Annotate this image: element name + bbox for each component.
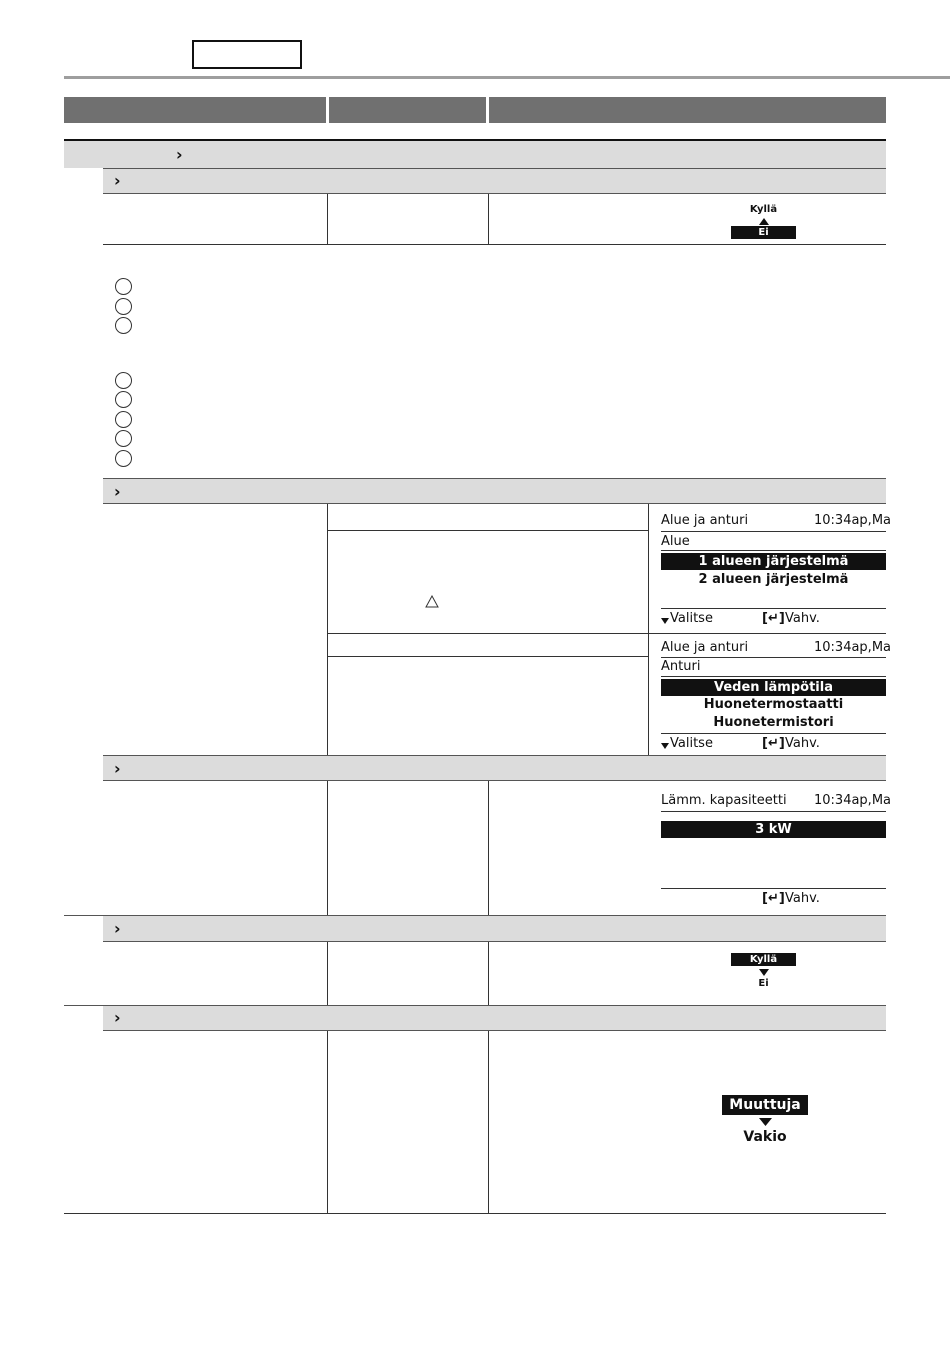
circle-number-icon <box>115 450 132 467</box>
toggle-option-yes[interactable]: Kyllä <box>749 204 778 215</box>
enter-key-icon: [↵] <box>762 736 785 751</box>
column-divider <box>488 1031 489 1213</box>
chevron-right-icon: › <box>114 171 121 190</box>
lcd-divider <box>661 531 886 532</box>
lcd-title: Alue ja anturi <box>661 513 749 528</box>
lcd-divider <box>661 811 886 812</box>
triangle-icon <box>425 595 439 608</box>
row-divider <box>327 633 886 634</box>
enter-key-icon: [↵] <box>762 611 785 626</box>
divider <box>103 941 886 942</box>
chevron-right-icon: › <box>114 482 121 501</box>
lcd-divider <box>661 888 886 889</box>
lcd-divider <box>661 733 886 734</box>
lcd-divider <box>661 550 886 551</box>
lcd-option-selected[interactable]: Veden lämpötila <box>661 679 886 696</box>
lcd-title: Lämm. kapasiteetti <box>661 793 787 808</box>
circle-number-icon <box>115 391 132 408</box>
lcd-divider <box>661 608 886 609</box>
subsection-bar-3 <box>103 756 886 780</box>
lcd-divider <box>661 676 886 677</box>
table-header-cell-2 <box>329 97 486 123</box>
toggle-option-yes-selected[interactable]: Kyllä <box>731 953 796 966</box>
chevron-right-icon: › <box>114 759 121 778</box>
main-section-bar <box>64 141 886 168</box>
down-arrow-icon <box>661 618 669 624</box>
up-arrow-icon <box>759 218 769 225</box>
circle-number-icon <box>115 278 132 295</box>
row-divider <box>103 244 886 245</box>
toggle-option-variable-selected[interactable]: Muuttuja <box>722 1095 808 1115</box>
toggle-option-no[interactable]: Ei <box>758 978 769 989</box>
row-divider <box>327 656 648 657</box>
circle-number-icon <box>115 372 132 389</box>
divider <box>103 1030 886 1031</box>
lcd-subtitle: Anturi <box>661 659 701 674</box>
circle-number-icon <box>115 298 132 315</box>
page-header-rule <box>64 76 950 79</box>
column-divider <box>327 1031 328 1213</box>
divider <box>103 780 886 781</box>
column-divider <box>488 194 489 244</box>
lcd-capacity-value[interactable]: 3 kW <box>661 821 886 838</box>
lcd-option[interactable]: Huonetermistori <box>713 715 834 730</box>
chevron-right-icon: › <box>176 145 183 164</box>
column-divider <box>648 504 649 755</box>
lcd-title: Alue ja anturi <box>661 640 749 655</box>
lcd-time: 10:34ap,Ma <box>814 513 891 528</box>
lcd-footer-select: Valitse <box>670 736 713 751</box>
column-divider <box>488 781 489 915</box>
toggle-option-constant[interactable]: Vakio <box>743 1129 787 1145</box>
lcd-footer-confirm: Vahv. <box>785 891 820 906</box>
chevron-right-icon: › <box>114 919 121 938</box>
column-divider <box>327 942 328 1005</box>
lcd-subtitle: Alue <box>661 534 690 549</box>
subsection-bar-4 <box>103 916 886 941</box>
table-header-cell-3 <box>489 97 886 123</box>
down-arrow-icon <box>759 1118 772 1126</box>
lcd-option[interactable]: 2 alueen järjestelmä <box>698 572 849 587</box>
subsection-bar-2 <box>103 479 886 503</box>
circle-number-icon <box>115 430 132 447</box>
column-divider <box>327 781 328 915</box>
row-divider <box>327 530 648 531</box>
page-header-box <box>192 40 302 69</box>
lcd-option-selected[interactable]: 1 alueen järjestelmä <box>661 553 886 570</box>
subsection-bar-5 <box>103 1006 886 1030</box>
lcd-footer-confirm: Vahv. <box>785 736 820 751</box>
column-divider <box>327 504 328 755</box>
subsection-bar-1 <box>103 169 886 193</box>
circle-number-icon <box>115 317 132 334</box>
chevron-right-icon: › <box>114 1008 121 1027</box>
column-divider <box>488 942 489 1005</box>
lcd-footer-select: Valitse <box>670 611 713 626</box>
down-arrow-icon <box>661 743 669 749</box>
lcd-option[interactable]: Huonetermostaatti <box>703 697 844 712</box>
down-arrow-icon <box>759 969 769 976</box>
divider <box>103 503 886 504</box>
lcd-time: 10:34ap,Ma <box>814 793 891 808</box>
lcd-divider <box>661 657 886 658</box>
lcd-footer-confirm: Vahv. <box>785 611 820 626</box>
table-header-cell-1 <box>64 97 326 123</box>
lcd-time: 10:34ap,Ma <box>814 640 891 655</box>
divider <box>103 193 886 194</box>
table-bottom-rule <box>64 1213 886 1214</box>
column-divider <box>327 194 328 244</box>
toggle-option-no-selected[interactable]: Ei <box>731 226 796 239</box>
enter-key-icon: [↵] <box>762 891 785 906</box>
circle-number-icon <box>115 411 132 428</box>
